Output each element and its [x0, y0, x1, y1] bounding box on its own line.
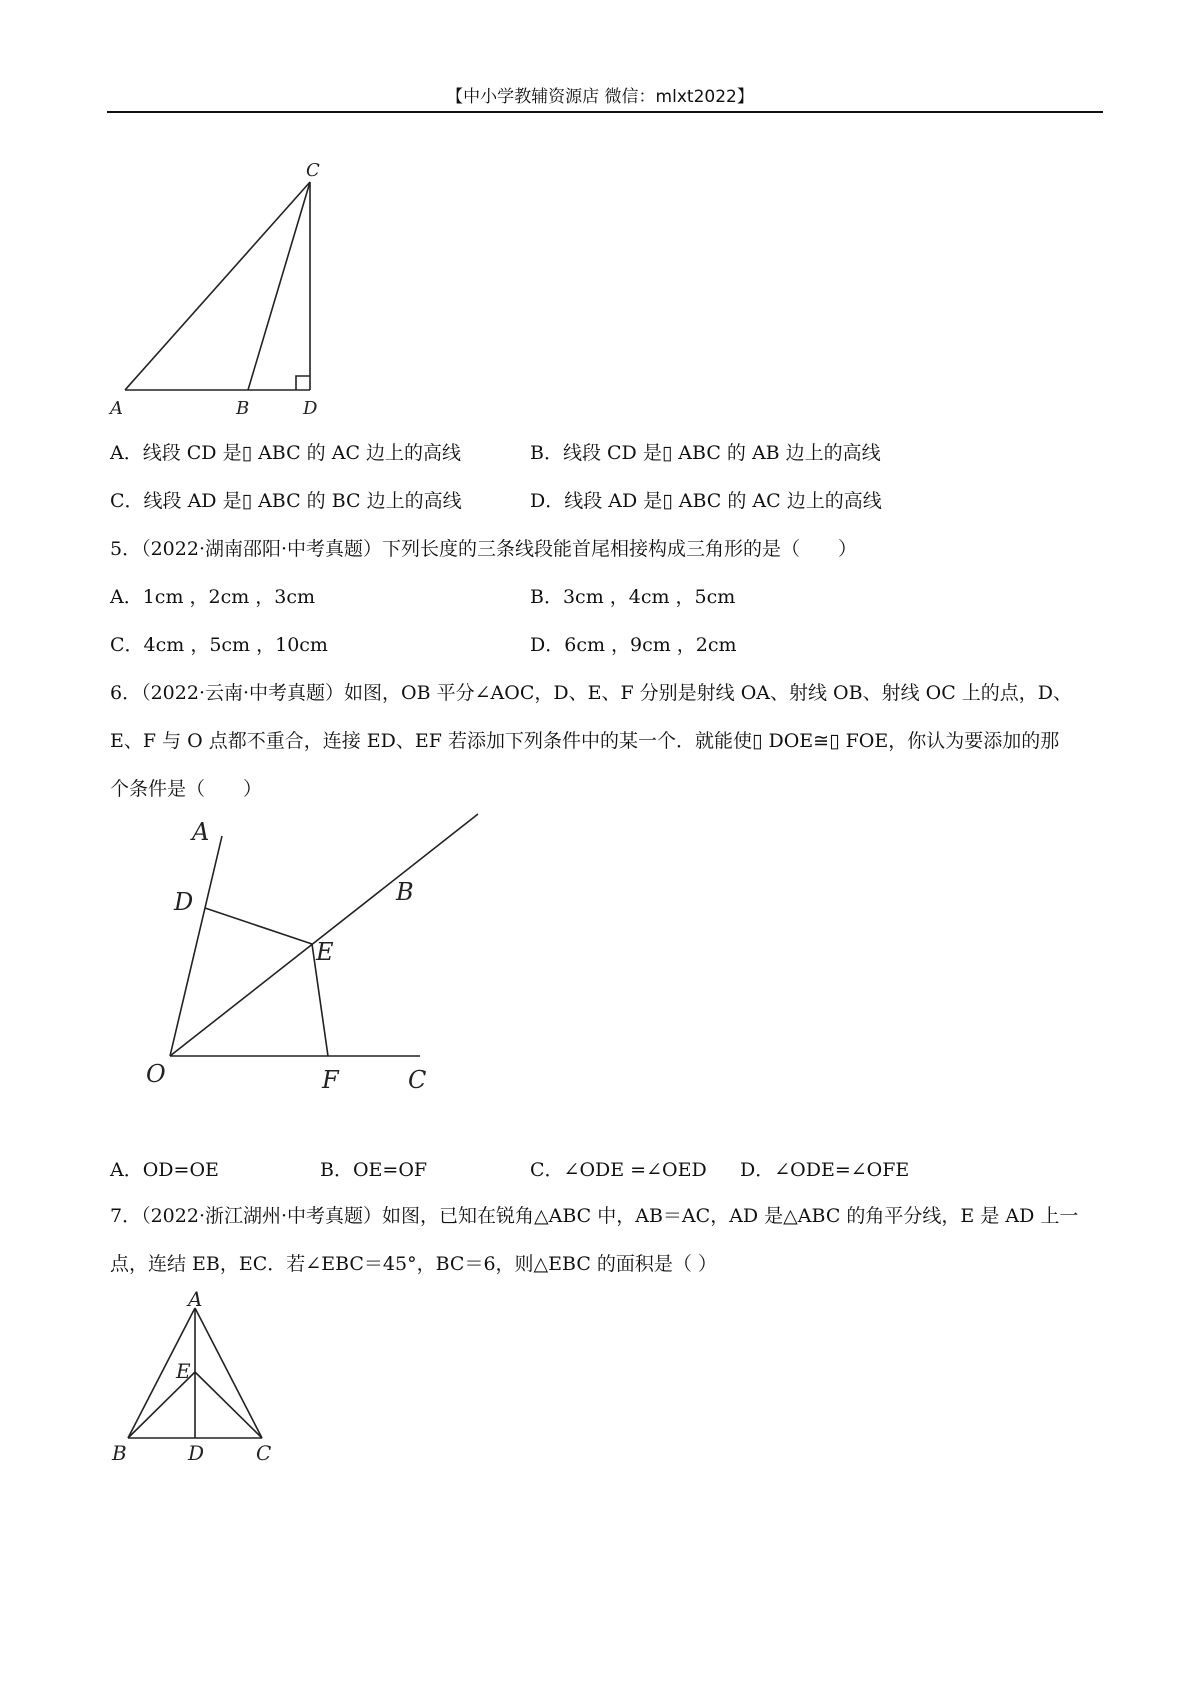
label-c: C: [408, 1066, 427, 1094]
q6-option-a: A．OD=OE: [110, 1159, 219, 1181]
q6-option-d: D．∠ODE=∠OFE: [740, 1159, 910, 1181]
q6-stem-line-2: E、F 与 O 点都不重合，连接 ED、EF 若添加下列条件中的某一个．就能使▯ DOE≅▯ FOE，你认为要添加的那: [110, 730, 1060, 752]
q7-stem-line-2: 点，连结 EB，EC．若∠EBC＝45°，BC＝6，则△EBC 的面积是（ ）: [110, 1253, 717, 1275]
page-header: 【中小学教辅资源店 微信：mlxt2022】: [446, 87, 754, 107]
segment-ac: [195, 1308, 262, 1438]
label-e: E: [176, 1359, 191, 1383]
label-c: C: [306, 160, 320, 181]
q5-option-d: D．6cm ，9cm ，2cm: [530, 634, 737, 656]
q5-option-b: B．3cm ，4cm ，5cm: [530, 586, 736, 608]
q5-option-c: C．4cm ，5cm ，10cm: [110, 634, 328, 656]
q4-option-d: D．线段 AD 是▯ ABC 的 AC 边上的高线: [530, 490, 882, 512]
label-b: B: [396, 878, 414, 906]
segment-bc: [248, 182, 310, 390]
figure-triangle-altitude: [100, 150, 340, 420]
header-rule: [107, 111, 1103, 113]
q6-option-c: C．∠ODE =∠OED: [530, 1159, 707, 1181]
label-a: A: [110, 398, 123, 419]
q6-stem-line-3: 个条件是（ ）: [110, 778, 263, 800]
q4-option-a: A．线段 CD 是▯ ABC 的 AC 边上的高线: [110, 442, 462, 464]
figure-angle-bisector: [130, 800, 490, 1100]
segment-de: [205, 908, 312, 944]
q6-option-b: B．OE=OF: [320, 1159, 428, 1181]
q4-option-b: B．线段 CD 是▯ ABC 的 AB 边上的高线: [530, 442, 881, 464]
segment-ac: [125, 182, 310, 390]
q5-stem: 5．（2022·湖南邵阳·中考真题）下列长度的三条线段能首尾相接构成三角形的是（ ）: [110, 538, 858, 560]
label-b: B: [112, 1441, 127, 1465]
label-f: F: [322, 1066, 339, 1094]
ray-ob: [170, 814, 478, 1056]
label-o: O: [146, 1060, 166, 1088]
label-e: E: [316, 938, 334, 966]
label-a: A: [188, 1288, 203, 1311]
q5-option-a: A．1cm ，2cm ，3cm: [110, 586, 316, 608]
label-d: D: [303, 398, 318, 419]
label-c: C: [256, 1441, 272, 1465]
label-b: B: [236, 398, 250, 419]
label-a: A: [192, 818, 210, 846]
q7-stem-line-1: 7．（2022·浙江湖州·中考真题）如图，已知在锐角△ABC 中，AB＝AC，AD 是△ABC 的角平分线，E 是 AD 上一: [110, 1205, 1079, 1227]
figure-isosceles-triangle: [100, 1288, 290, 1478]
segment-ec: [195, 1372, 262, 1438]
right-angle-mark: [296, 376, 310, 390]
ray-oa: [170, 836, 222, 1056]
q6-stem-line-1: 6．（2022·云南·中考真题）如图，OB 平分∠AOC，D、E、F 分别是射线 OA、射线 OB、射线 OC 上的点，D、: [110, 682, 1073, 704]
q4-option-c: C．线段 AD 是▯ ABC 的 BC 边上的高线: [110, 490, 462, 512]
label-d: D: [188, 1441, 205, 1465]
label-d: D: [174, 888, 194, 916]
